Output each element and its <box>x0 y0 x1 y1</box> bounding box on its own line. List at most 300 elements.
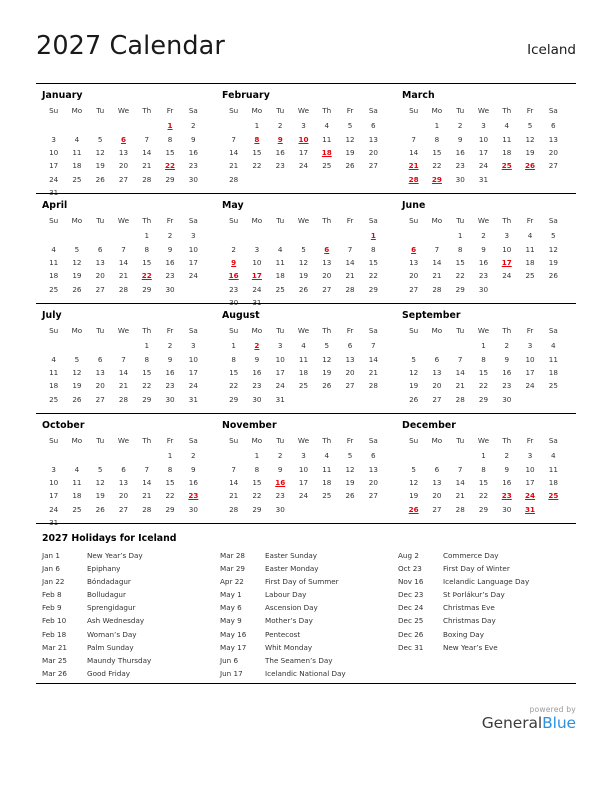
holiday-row <box>42 577 220 590</box>
holiday-name: St Þorlákur’s Day <box>443 590 505 600</box>
day-cell-holiday: 6 <box>120 134 126 144</box>
day-cell-empty <box>542 503 565 516</box>
week-row <box>42 132 205 145</box>
day-cell: 7 <box>457 354 463 364</box>
weekday-header-tu: Tu <box>276 436 285 445</box>
day-cell: 10 <box>49 477 59 487</box>
day-cell-empty <box>222 229 245 242</box>
day-cell: 25 <box>72 174 82 184</box>
weekday-header-sa: Sa <box>548 436 558 445</box>
day-cell-holiday: 10 <box>298 134 309 144</box>
holiday-row <box>398 603 576 616</box>
week-row <box>42 119 205 132</box>
week-row <box>402 489 565 502</box>
holidays-column-3 <box>398 551 576 682</box>
day-cell: 5 <box>551 231 556 241</box>
weekday-header-su: Su <box>49 326 59 335</box>
day-cell: 19 <box>95 491 105 501</box>
day-cell: 11 <box>72 477 82 487</box>
day-cell-empty <box>182 283 205 296</box>
week-row <box>222 229 385 242</box>
day-cell: 17 <box>298 147 309 157</box>
day-cell: 13 <box>118 477 129 487</box>
day-cell: 5 <box>97 134 103 144</box>
day-cell-empty <box>495 173 518 186</box>
day-cell: 14 <box>345 257 355 267</box>
day-cell: 10 <box>525 464 535 474</box>
day-cell: 24 <box>525 381 535 391</box>
day-cell: 6 <box>347 341 353 351</box>
month-table <box>42 436 205 529</box>
weekday-header-we: We <box>477 216 490 225</box>
quarter-row-3 <box>36 303 576 413</box>
quarter-row-1 <box>36 83 576 198</box>
day-cell: 29 <box>478 504 489 514</box>
day-cell: 28 <box>368 381 378 391</box>
day-cell: 1 <box>254 451 260 461</box>
day-cell: 24 <box>188 271 198 281</box>
day-cell-holiday: 26 <box>525 161 536 171</box>
day-cell: 21 <box>142 161 152 171</box>
day-cell: 8 <box>167 464 173 474</box>
day-cell: 9 <box>457 134 463 144</box>
day-cell: 31 <box>252 298 262 308</box>
day-cell: 25 <box>322 161 332 171</box>
weekday-header-we: We <box>297 436 310 445</box>
holiday-name: Bolludagur <box>87 590 126 600</box>
day-cell: 12 <box>322 354 332 364</box>
day-cell: 22 <box>165 491 175 501</box>
day-cell: 12 <box>95 147 105 157</box>
weekday-header-sa: Sa <box>548 106 558 115</box>
day-cell-empty <box>362 393 385 406</box>
day-cell: 14 <box>432 257 442 267</box>
day-cell: 13 <box>432 367 442 377</box>
week-row <box>222 119 385 132</box>
day-cell: 6 <box>551 121 556 131</box>
month-table <box>222 326 385 406</box>
weekday-header-su: Su <box>229 326 239 335</box>
day-cell: 16 <box>502 477 512 487</box>
day-cell: 23 <box>165 381 175 391</box>
holiday-row <box>42 656 220 669</box>
day-cell-empty <box>315 173 338 186</box>
holiday-row <box>42 603 220 616</box>
week-row <box>402 242 565 255</box>
week-row <box>222 256 385 269</box>
holiday-name: Christmas Eve <box>443 603 495 613</box>
day-cell-empty <box>292 503 315 516</box>
holiday-date: Jan 6 <box>42 564 60 574</box>
weekday-header-tu: Tu <box>456 216 465 225</box>
day-cell: 7 <box>121 354 126 364</box>
day-cell: 27 <box>548 161 558 171</box>
day-cell: 10 <box>298 464 309 474</box>
week-row <box>402 173 565 186</box>
week-row <box>42 283 205 296</box>
weekday-header-fr: Fr <box>526 436 534 445</box>
weekday-header-tu: Tu <box>96 216 105 225</box>
weekday-header-we: We <box>117 216 130 225</box>
day-cell-empty <box>495 283 518 296</box>
day-cell: 26 <box>72 284 82 294</box>
holiday-row <box>220 551 398 564</box>
weekday-header-row <box>222 216 385 229</box>
day-cell: 25 <box>322 491 332 501</box>
weekday-header-row <box>42 326 205 339</box>
holiday-date: Apr 22 <box>220 577 244 587</box>
day-cell-holiday: 29 <box>431 174 442 184</box>
weekday-header-su: Su <box>229 216 239 225</box>
holiday-name: First Day of Winter <box>443 564 510 574</box>
day-cell: 8 <box>457 244 463 254</box>
day-cell: 11 <box>72 147 82 157</box>
day-cell: 19 <box>345 477 355 487</box>
day-cell: 30 <box>478 284 489 294</box>
day-cell: 21 <box>455 491 465 501</box>
day-cell: 19 <box>345 147 355 157</box>
day-cell: 19 <box>409 381 419 391</box>
holiday-row <box>42 669 220 682</box>
holiday-date: Mar 29 <box>220 564 245 574</box>
weekday-header-tu: Tu <box>96 106 105 115</box>
day-cell: 18 <box>548 367 558 377</box>
day-cell: 13 <box>95 367 105 377</box>
holiday-date: Dec 31 <box>398 642 424 652</box>
day-cell: 23 <box>275 491 285 501</box>
day-cell-empty <box>65 449 88 462</box>
weekday-header-sa: Sa <box>368 436 378 445</box>
weekday-header-row <box>402 436 565 449</box>
day-cell: 2 <box>167 231 173 241</box>
day-cell: 11 <box>49 367 59 377</box>
day-cell: 17 <box>525 477 535 487</box>
month-table <box>42 216 205 296</box>
day-cell: 12 <box>548 244 558 254</box>
month-table <box>222 216 385 309</box>
month-block-june <box>396 198 576 303</box>
weekday-header-th: Th <box>322 436 332 445</box>
day-cell: 29 <box>455 284 465 294</box>
day-cell: 6 <box>371 121 376 131</box>
day-cell-empty <box>269 229 292 242</box>
day-cell-empty <box>338 229 361 242</box>
day-cell: 4 <box>277 244 283 254</box>
day-cell: 22 <box>478 381 489 391</box>
holiday-date: Feb 9 <box>42 603 62 613</box>
weekday-header-row <box>222 326 385 339</box>
weekday-header-mo: Mo <box>431 326 443 335</box>
day-cell: 9 <box>504 354 510 364</box>
day-cell-empty <box>65 229 88 242</box>
weekday-header-row <box>42 216 205 229</box>
week-row <box>402 229 565 242</box>
day-cell: 23 <box>165 271 175 281</box>
weekday-header-we: We <box>477 436 490 445</box>
day-cell: 16 <box>478 257 489 267</box>
day-cell: 17 <box>275 367 285 377</box>
day-cell: 7 <box>121 244 126 254</box>
holiday-row <box>398 643 576 656</box>
day-cell: 24 <box>49 174 59 184</box>
day-cell: 1 <box>254 121 260 131</box>
day-cell: 14 <box>455 367 465 377</box>
day-cell: 16 <box>165 257 175 267</box>
day-cell: 17 <box>478 147 489 157</box>
day-cell: 11 <box>548 464 558 474</box>
day-cell: 7 <box>371 341 376 351</box>
weekday-header-su: Su <box>409 326 419 335</box>
day-cell: 3 <box>504 231 510 241</box>
day-cell-empty <box>222 449 245 462</box>
weekday-header-th: Th <box>142 216 152 225</box>
week-row <box>402 339 565 352</box>
day-cell: 25 <box>275 284 285 294</box>
day-cell: 20 <box>432 381 442 391</box>
day-cell: 2 <box>277 121 283 131</box>
day-cell: 19 <box>298 271 309 281</box>
day-cell: 4 <box>74 464 80 474</box>
day-cell: 3 <box>301 451 306 461</box>
weekday-header-tu: Tu <box>276 106 285 115</box>
holiday-date: Dec 24 <box>398 603 424 613</box>
day-cell: 12 <box>72 257 82 267</box>
day-cell-empty <box>89 339 112 352</box>
day-cell-empty <box>89 449 112 462</box>
day-cell-holiday: 31 <box>525 504 536 514</box>
day-cell: 26 <box>345 161 355 171</box>
day-cell: 21 <box>118 381 129 391</box>
day-cell: 15 <box>455 257 465 267</box>
day-cell: 25 <box>298 381 309 391</box>
day-cell: 8 <box>254 464 260 474</box>
day-cell-holiday: 26 <box>408 504 419 514</box>
day-cell: 7 <box>144 134 150 144</box>
month-title: October <box>42 420 85 431</box>
week-row <box>402 379 565 392</box>
day-cell: 6 <box>97 244 103 254</box>
week-row <box>402 503 565 516</box>
day-cell: 15 <box>368 257 378 267</box>
holiday-name: Epiphany <box>87 564 121 574</box>
day-cell-holiday: 9 <box>231 257 237 267</box>
day-cell: 19 <box>72 381 82 391</box>
week-row <box>402 352 565 365</box>
day-cell-empty <box>42 119 65 132</box>
weekday-header-th: Th <box>502 326 512 335</box>
day-cell: 11 <box>322 134 332 144</box>
day-cell-empty <box>542 173 565 186</box>
day-cell: 26 <box>298 284 309 294</box>
day-cell: 17 <box>49 161 59 171</box>
day-cell: 28 <box>118 394 129 404</box>
day-cell: 13 <box>95 257 105 267</box>
day-cell: 30 <box>188 504 198 514</box>
holiday-name: Bóndadagur <box>87 577 131 587</box>
week-row <box>222 146 385 159</box>
day-cell: 31 <box>49 188 59 198</box>
holiday-name: New Year’s Day <box>87 551 143 560</box>
week-row <box>222 283 385 296</box>
day-cell: 27 <box>345 381 355 391</box>
day-cell: 23 <box>502 381 512 391</box>
weekday-header-th: Th <box>142 326 152 335</box>
weekday-header-mo: Mo <box>431 436 443 445</box>
weekday-header-mo: Mo <box>431 216 443 225</box>
holiday-name: Boxing Day <box>443 629 484 639</box>
day-cell: 22 <box>229 381 239 391</box>
generalblue-logo <box>416 715 576 731</box>
holidays-column-1 <box>42 551 220 682</box>
day-cell: 8 <box>167 134 173 144</box>
day-cell: 14 <box>229 477 239 487</box>
holiday-name: Christmas Day <box>443 616 496 626</box>
holiday-row <box>398 551 576 564</box>
day-cell: 19 <box>525 147 535 157</box>
day-cell: 16 <box>188 147 198 157</box>
day-cell: 4 <box>527 231 533 241</box>
day-cell: 7 <box>231 464 236 474</box>
day-cell: 21 <box>432 271 442 281</box>
weekday-header-sa: Sa <box>188 326 198 335</box>
day-cell: 30 <box>188 174 198 184</box>
day-cell-empty <box>425 339 448 352</box>
day-cell: 3 <box>527 451 533 461</box>
day-cell: 29 <box>165 174 175 184</box>
day-cell-holiday: 16 <box>228 271 239 281</box>
day-cell: 18 <box>322 477 332 487</box>
day-cell: 27 <box>432 504 442 514</box>
day-cell: 21 <box>142 491 152 501</box>
day-cell: 22 <box>252 491 262 501</box>
day-cell: 15 <box>229 367 239 377</box>
month-block-march <box>396 88 576 193</box>
day-cell-empty <box>402 339 425 352</box>
day-cell: 6 <box>97 354 103 364</box>
weekday-header-we: We <box>117 436 130 445</box>
day-cell: 1 <box>144 231 150 241</box>
day-cell: 1 <box>434 121 440 131</box>
weekday-header-mo: Mo <box>251 106 263 115</box>
day-cell-empty <box>42 229 65 242</box>
month-table <box>42 106 205 199</box>
weekday-header-th: Th <box>502 436 512 445</box>
week-row <box>42 489 205 502</box>
holiday-name: Good Friday <box>87 668 130 678</box>
month-table <box>42 326 205 406</box>
day-cell: 22 <box>368 271 378 281</box>
weekday-header-mo: Mo <box>71 216 83 225</box>
weekday-header-fr: Fr <box>346 106 354 115</box>
week-row <box>42 366 205 379</box>
weekday-header-row <box>222 436 385 449</box>
holiday-name: Mother’s Day <box>265 616 313 626</box>
weekday-header-we: We <box>477 106 490 115</box>
day-cell: 19 <box>548 257 558 267</box>
holiday-date: Jan 22 <box>42 577 65 587</box>
holiday-date: May 17 <box>220 642 247 652</box>
day-cell: 18 <box>502 147 512 157</box>
day-cell: 3 <box>527 341 533 351</box>
weekday-header-tu: Tu <box>96 326 105 335</box>
day-cell-holiday: 18 <box>321 147 332 157</box>
day-cell-holiday: 6 <box>324 244 330 254</box>
holiday-row <box>42 551 220 564</box>
day-cell: 20 <box>432 491 442 501</box>
day-cell-empty <box>89 119 112 132</box>
day-cell: 16 <box>165 367 175 377</box>
day-cell: 28 <box>229 174 239 184</box>
weekday-header-fr: Fr <box>166 106 174 115</box>
day-cell: 26 <box>409 394 419 404</box>
day-cell: 10 <box>49 147 59 157</box>
holiday-row <box>398 577 576 590</box>
day-cell: 1 <box>144 341 150 351</box>
day-cell: 3 <box>277 341 283 351</box>
day-cell: 10 <box>478 134 489 144</box>
month-block-february <box>216 88 396 193</box>
holidays-section <box>36 523 576 682</box>
day-cell: 4 <box>504 121 510 131</box>
day-cell: 18 <box>525 257 535 267</box>
day-cell: 15 <box>142 367 152 377</box>
day-cell-holiday: 21 <box>408 161 419 171</box>
holiday-row <box>42 643 220 656</box>
day-cell-empty <box>518 393 541 406</box>
week-row <box>222 449 385 462</box>
holiday-name: Commerce Day <box>443 551 499 560</box>
day-cell: 29 <box>368 284 378 294</box>
day-cell-empty <box>449 339 472 352</box>
week-row <box>402 366 565 379</box>
holiday-row <box>398 590 576 603</box>
day-cell-empty <box>135 449 158 462</box>
weekday-header-sa: Sa <box>188 216 198 225</box>
day-cell: 7 <box>347 244 353 254</box>
weekday-header-row <box>222 106 385 119</box>
day-cell: 30 <box>502 504 512 514</box>
day-cell: 31 <box>478 174 489 184</box>
day-cell-empty <box>89 229 112 242</box>
month-table <box>222 106 385 186</box>
day-cell: 10 <box>525 354 535 364</box>
holiday-date: Dec 26 <box>398 629 424 639</box>
page-title: 2027 Calendar <box>36 31 225 61</box>
holiday-name: Icelandic National Day <box>265 668 346 678</box>
weekday-header-mo: Mo <box>251 216 263 225</box>
day-cell: 2 <box>457 121 463 131</box>
day-cell-empty <box>42 449 65 462</box>
day-cell-empty <box>542 393 565 406</box>
day-cell-holiday: 23 <box>188 491 199 501</box>
weekday-header-su: Su <box>229 106 239 115</box>
brand-first: General <box>481 714 543 732</box>
day-cell: 27 <box>432 394 442 404</box>
week-row <box>402 132 565 145</box>
day-cell: 10 <box>188 354 198 364</box>
day-cell: 5 <box>411 464 416 474</box>
weekday-header-tu: Tu <box>456 326 465 335</box>
week-row <box>42 339 205 352</box>
week-row <box>42 159 205 172</box>
day-cell: 13 <box>368 134 378 144</box>
week-row <box>42 352 205 365</box>
holiday-name: The Seamen’s Day <box>265 655 333 665</box>
day-cell-empty <box>362 503 385 516</box>
week-row <box>402 476 565 489</box>
day-cell: 23 <box>188 161 198 171</box>
day-cell-holiday: 23 <box>501 491 512 501</box>
